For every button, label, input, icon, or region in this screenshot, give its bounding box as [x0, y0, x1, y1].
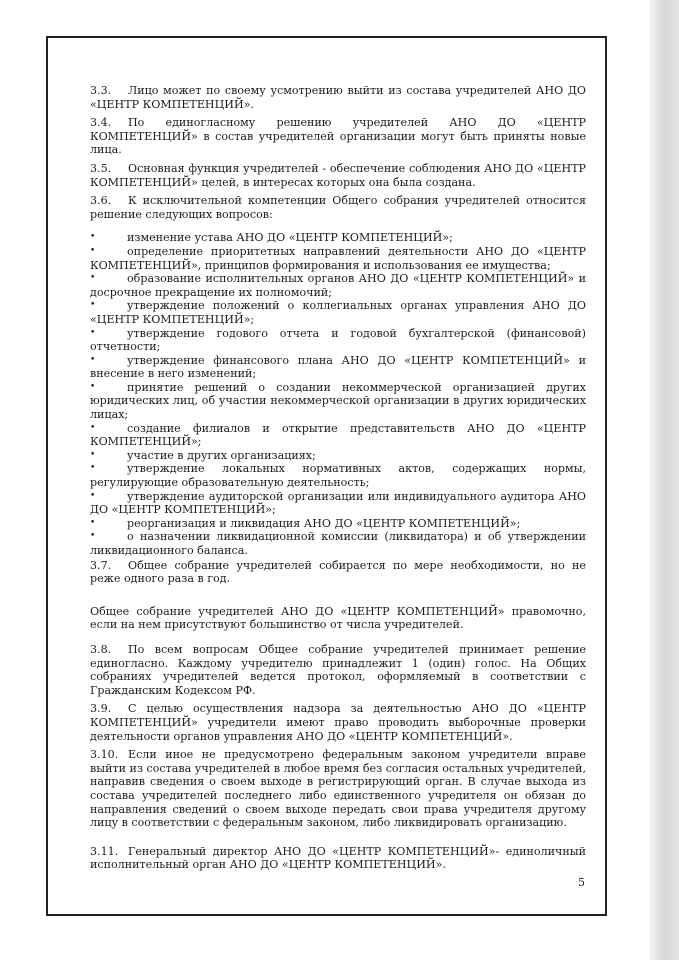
paragraph-3-7: 3.7. Общее собрание учредителей собирается по мере необходимости, но не реже одного раза в год.: [90, 558, 586, 586]
bullet-dot-icon: •: [90, 232, 96, 243]
bullet-dot-icon: •: [90, 300, 96, 311]
list-item-text: утверждение локальных нормативных актов, содержащих нормы, регулирующие образовательную деятельность;: [90, 462, 586, 490]
list-item: [90, 299, 586, 326]
bullet-dot-icon: •: [90, 327, 96, 338]
bullet-dot-icon: •: [90, 354, 96, 365]
list-item: [90, 231, 586, 245]
paragraph-3-10: 3.10. Если иное не предусмотрено федеральным законом учредители вправе выйти из состава учредителей в любое время без согласия остальных учредителей, направив сведения о своем выходе в регистрирующий орган. В случае выхода из состава учредителей последнего либо единственного учредителя он обязан до направления сведений о своем выходе передать свои права учредителя другому лицу в соответствии с федеральным законом, либо ликвидировать организацию.: [90, 748, 586, 830]
list-item-text: утверждение финансового плана АНО ДО «ЦЕНТР КОМПЕТЕНЦИЙ» и внесение в него изменений;: [90, 353, 586, 381]
paragraph-3-3: 3.3. Лицо может по своему усмотрению выйти из состава учредителей АНО ДО «ЦЕНТР КОМПЕТЕНЦИЙ».: [90, 84, 586, 111]
paragraph-3-11: 3.11. Генеральный директор АНО ДО «ЦЕНТР КОМПЕТЕНЦИЙ»- единоличный исполнительный орган АНО ДО «ЦЕНТР КОМПЕТЕНЦИЙ».: [90, 844, 586, 872]
list-item: [90, 490, 586, 517]
list-item-text: утверждение годового отчета и годовой бухгалтерской (финансовой) отчетности;: [90, 326, 586, 354]
scan-edge-shadow: [649, 0, 679, 960]
section-3-paragraphs-b: [90, 643, 586, 830]
paragraph-3-4: 3.4. По единогласному решению учредителей АНО ДО «ЦЕНТР КОМПЕТЕНЦИЙ» в состав учредителей организации могут быть приняты новые лица.: [90, 116, 586, 157]
list-item: [90, 462, 586, 489]
bullet-dot-icon: •: [90, 422, 96, 433]
list-item-text: о назначении ликвидационной комиссии (ликвидатора) и об утверждении ликвидационного баланса.: [90, 530, 586, 557]
list-item-text: определение приоритетных направлений деятельности АНО ДО «ЦЕНТР КОМПЕТЕНЦИЙ», принципов формирования и использования ее имущества;: [90, 244, 586, 272]
list-item-text: создание филиалов и открытие представительств АНО ДО «ЦЕНТР КОМПЕТЕНЦИЙ»;: [90, 421, 586, 449]
bullet-dot-icon: •: [90, 490, 96, 501]
list-item-text: участие в других организациях;: [127, 448, 316, 462]
bullet-dot-icon: •: [90, 449, 96, 460]
paragraph-3-7-quorum: Общее собрание учредителей АНО ДО «ЦЕНТР КОМПЕТЕНЦИЙ» правомочно, если на нем присутствуют большинство от числа учредителей.: [90, 604, 586, 632]
competence-bullet-list: [90, 231, 586, 557]
bullet-dot-icon: •: [90, 531, 96, 542]
list-item-text: изменение устава АНО ДО «ЦЕНТР КОМПЕТЕНЦИЙ»;: [127, 231, 453, 245]
list-item-text: утверждение положений о коллегиальных органах управления АНО ДО «ЦЕНТР КОМПЕТЕНЦИЙ»;: [90, 299, 586, 326]
paragraph-3-8: 3.8. По всем вопросам Общее собрание учредителей принимает решение единогласно. Каждому учредителю принадлежит 1 (один) голос. На Общих собраниях учредителей ведется протокол, оформляемый в соответствии с Гражданским Кодексом РФ.: [90, 642, 586, 697]
section-3-paragraphs-a: [90, 84, 586, 221]
list-item-text: принятие решений о создании некоммерческой организацией других юридических лиц, об участии некоммерческой организации в других юридических лицах;: [90, 380, 586, 422]
list-item-text: утверждение аудиторской организации или индивидуального аудитора АНО ДО «ЦЕНТР КОМПЕТЕНЦИЙ»;: [90, 489, 586, 517]
list-item: [90, 272, 586, 299]
page-number: 5: [578, 876, 585, 889]
paragraph-3-6: 3.6. К исключительной компетенции Общего собрания учредителей относится решение следующих вопросов:: [90, 194, 586, 221]
bullet-dot-icon: •: [90, 245, 96, 256]
bullet-dot-icon: •: [90, 517, 96, 528]
bullet-dot-icon: •: [90, 381, 96, 392]
list-item-text: образование исполнительных органов АНО ДО «ЦЕНТР КОМПЕТЕНЦИЙ» и досрочное прекращение их полномочий;: [90, 272, 586, 299]
list-item-text: реорганизация и ликвидация АНО ДО «ЦЕНТР КОМПЕТЕНЦИЙ»;: [127, 516, 521, 530]
list-item: [90, 381, 586, 422]
list-item: [90, 327, 586, 354]
list-item: [90, 354, 586, 381]
paragraph-3-5: 3.5. Основная функция учредителей - обеспечение соблюдения АНО ДО «ЦЕНТР КОМПЕТЕНЦИЙ» целей, в интересах которых она была создана.: [90, 161, 586, 189]
bullet-dot-icon: •: [90, 273, 96, 284]
list-item: [90, 449, 586, 463]
document-body: [90, 84, 586, 877]
bullet-dot-icon: •: [90, 463, 96, 474]
list-item: [90, 530, 586, 557]
list-item: [90, 422, 586, 449]
paragraph-3-9: 3.9. С целью осуществления надзора за деятельностью АНО ДО «ЦЕНТР КОМПЕТЕНЦИЙ» учредители имеют право проводить выборочные проверки деятельности органов управления АНО ДО «ЦЕНТР КОМПЕТЕНЦИЙ».: [90, 702, 586, 743]
list-item: [90, 245, 586, 272]
list-item: [90, 517, 586, 531]
